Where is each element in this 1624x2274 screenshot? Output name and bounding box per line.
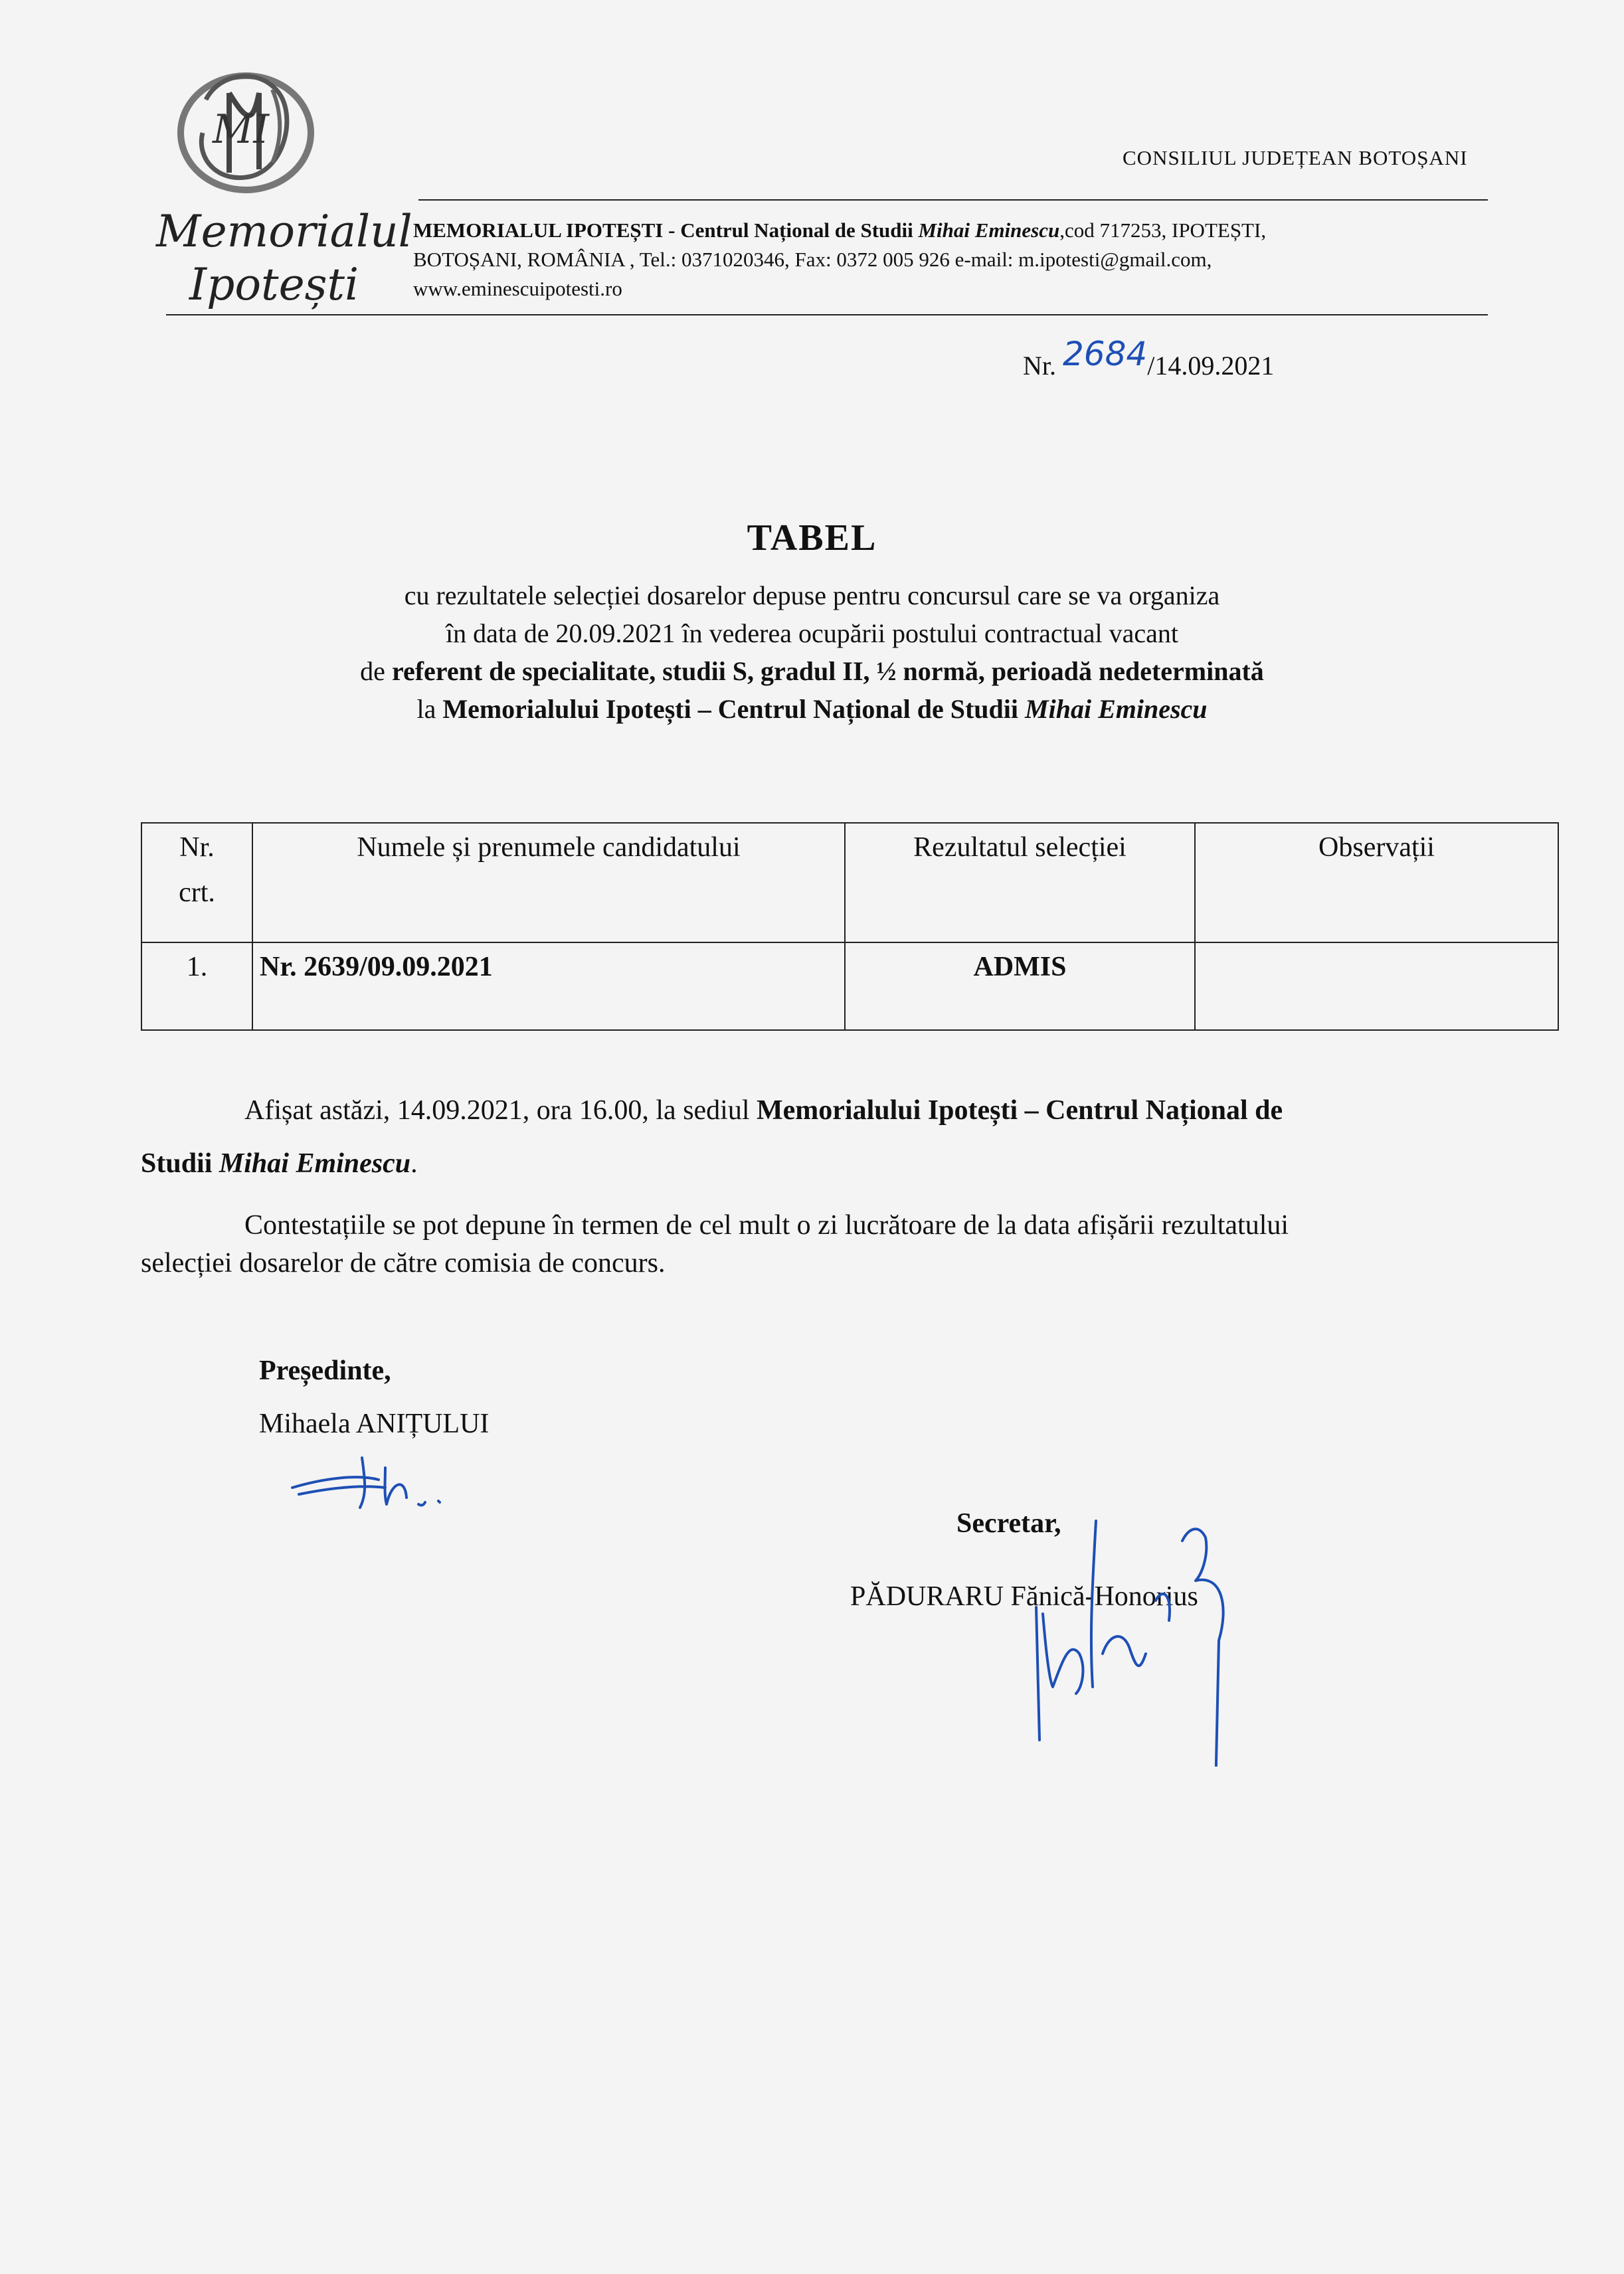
logo-monogram xyxy=(166,53,319,206)
president-name: Mihaela ANIȚULUI xyxy=(259,1409,490,1439)
council-name: CONSILIUL JUDEȚEAN BOTOȘANI xyxy=(1123,146,1468,169)
row-nr xyxy=(141,942,252,1030)
posting-notice-bold: Memorialului Ipotești – Centrul Național de xyxy=(757,1095,1283,1126)
svg-text:MI: MI xyxy=(213,106,270,153)
logo-word-ipotesti: Ipotești xyxy=(189,259,359,310)
appeal-notice-line-1: Contestațiile se pot depune în termen de cel mult o zi lucrătoare de la data afișării rezultatului xyxy=(244,1210,1289,1241)
posting-notice-line-2 xyxy=(141,1142,418,1185)
secretary-title: Secretar, xyxy=(956,1508,1061,1539)
institution-center: Centrul Național de Studii xyxy=(680,219,919,242)
president-signature xyxy=(286,1441,485,1514)
institution-logo xyxy=(153,53,412,319)
institution-line-1 xyxy=(413,216,1489,245)
header-notes-text: Observații xyxy=(1318,832,1435,863)
header-name xyxy=(252,823,845,942)
institution-postal: ,cod 717253, IPOTEȘTI, xyxy=(1059,219,1267,242)
header-name-text: Numele și prenumele candidatului xyxy=(357,832,741,863)
header-rule-bottom xyxy=(166,314,1488,315)
row-notes xyxy=(1195,942,1558,1030)
header-result-text: Rezultatul selecției xyxy=(913,832,1127,863)
logo-word-memorialul: Memorialul xyxy=(156,206,412,257)
registration-prefix: Nr. xyxy=(1023,351,1063,381)
table-header-row xyxy=(141,823,1558,942)
institution-bold: Memorialului Ipotești – Centrul Național de Studii xyxy=(442,694,1026,724)
secretary-signature xyxy=(1023,1501,1262,1767)
institution-italic: Mihai Eminescu xyxy=(1025,694,1208,724)
institution-header xyxy=(413,216,1489,304)
posting-notice-line-1 xyxy=(244,1089,1506,1132)
position-title: referent de specialitate, studii S, gradul II, ½ normă, perioadă nedeterminată xyxy=(391,656,1264,686)
subtitle-line-2: în data de 20.09.2021 în vederea ocupării postului contractual vacant xyxy=(446,618,1178,648)
row-name xyxy=(252,942,845,1030)
posting-notice-italic: Mihai Eminescu xyxy=(219,1148,411,1179)
secretary-name: PĂDURARU Fănică-Honorius xyxy=(850,1581,1198,1612)
registration-date: /14.09.2021 xyxy=(1147,351,1275,381)
subtitle-line-4 xyxy=(0,690,1624,728)
posting-notice-text: Afișat astăzi, 14.09.2021, ora 16.00, la sediul xyxy=(244,1095,757,1126)
institution-center-italic: Mihai Eminescu xyxy=(918,219,1060,242)
header-notes xyxy=(1195,823,1558,942)
header-result xyxy=(845,823,1195,942)
registration-handwritten-number: 2684 xyxy=(1063,335,1148,373)
header-nr-line-1: Nr. xyxy=(179,832,215,863)
document-title: TABEL xyxy=(747,517,877,559)
table-row xyxy=(141,942,1558,1030)
document-subtitle xyxy=(0,576,1624,728)
results-table xyxy=(141,822,1559,1031)
institution-name: MEMORIALUL IPOTEȘTI xyxy=(413,219,664,242)
subtitle-line-3-prefix: de xyxy=(360,656,392,686)
row-notes-text xyxy=(1202,946,1551,988)
registration-number xyxy=(1023,335,1275,383)
appeal-notice-line-2: selecției dosarelor de către comisia de concurs. xyxy=(141,1248,666,1278)
header-nr xyxy=(141,823,252,942)
header-rule-top xyxy=(418,199,1488,201)
posting-notice-studii: Studii xyxy=(141,1148,219,1179)
row-nr-text: 1. xyxy=(186,952,208,982)
header-nr-line-2: crt. xyxy=(179,877,215,908)
subtitle-line-1: cu rezultatele selecției dosarelor depuse pentru concursul care se va organiza xyxy=(404,580,1220,610)
president-title: Președinte, xyxy=(259,1356,391,1386)
institution-dash: - xyxy=(663,219,681,242)
institution-line-3: www.eminescuipotesti.ro xyxy=(413,277,622,300)
row-name-text: Nr. 2639/09.09.2021 xyxy=(260,952,493,982)
subtitle-line-4-prefix: la xyxy=(416,694,443,724)
subtitle-line-3 xyxy=(0,652,1624,690)
institution-line-2: BOTOȘANI, ROMÂNIA , Tel.: 0371020346, Fax: 0372 005 926 e-mail: m.ipotesti@gmail.com, xyxy=(413,248,1212,271)
row-result-text: ADMIS xyxy=(973,952,1067,982)
row-result xyxy=(845,942,1195,1030)
posting-notice-period: . xyxy=(410,1148,418,1179)
